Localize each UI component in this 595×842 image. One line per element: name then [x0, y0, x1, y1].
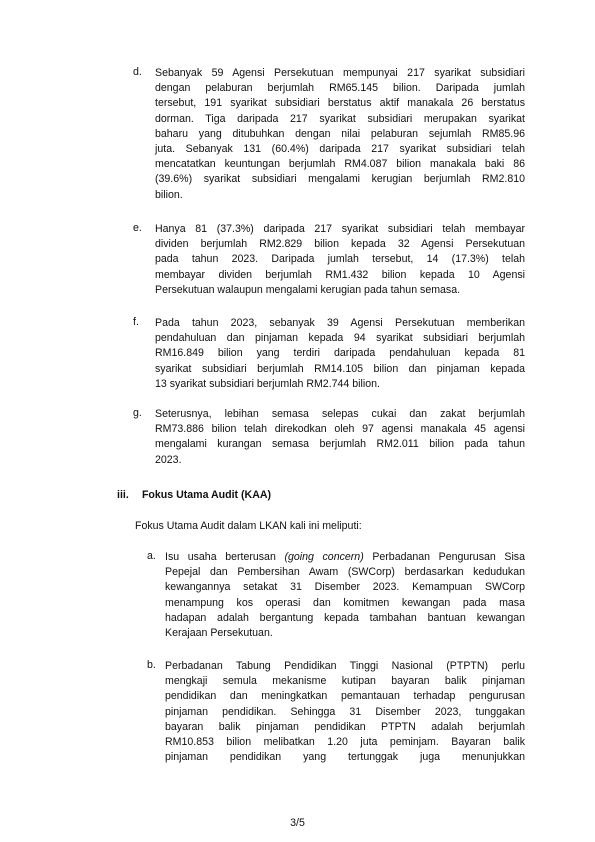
paragraph-line: Pepejal dan Pembersihan Awam (SWCorp) berdasarkan kedudukan — [165, 566, 525, 579]
paragraph-line: Pada tahun 2023, sebanyak 39 Agensi Persekutuan memberikan — [155, 317, 525, 329]
list-marker: a. — [147, 550, 156, 562]
paragraph-line: menampung kos operasi dan komitmen kewangan pada masa — [165, 596, 525, 609]
paragraph-line: RM16.849 bilion yang terdiri daripada pendahuluan kepada 81 — [155, 347, 525, 360]
list-marker: e. — [133, 222, 142, 234]
list-item-e — [133, 222, 525, 298]
paragraph-body — [165, 659, 525, 765]
paragraph-line: (39.6%) syarikat subsidiari mengalami kerugian berjumlah RM2.810 — [155, 173, 525, 186]
paragraph-line: pinjaman pendidikan. Sehingga 31 Disember 2023, tunggakan — [165, 705, 525, 718]
paragraph-line: dengan pelaburan berjumlah RM65.145 bilion. Daripada jumlah — [155, 82, 525, 95]
paragraph-body — [155, 407, 525, 468]
paragraph-line: RM10.853 bilion melibatkan 1.20 juta peminjam. Bayaran balik — [165, 736, 525, 749]
section-title: Fokus Utama Audit (KAA) — [141, 489, 272, 501]
list-marker: b. — [147, 659, 156, 671]
paragraph-line: hadapan adalah bergantung kepada tambahan bantuan kewangan — [165, 611, 525, 624]
list-item-f — [133, 316, 525, 392]
paragraph-line-text: Isu usaha berterusan (going concern) Perbadanan Pengurusan Sisa — [165, 551, 525, 563]
paragraph-line: baharu yang ditubuhkan dengan nilai pelaburan sejumlah RM85.96 — [155, 127, 525, 140]
paragraph-line: pendidikan dan meningkatkan pemantauan terhadap pengurusan — [165, 690, 525, 703]
paragraph-line: Hanya 81 (37.3%) daripada 217 syarikat subsidiari telah membayar — [155, 223, 525, 235]
page-number: 3/5 — [290, 817, 305, 829]
paragraph-line: syarikat subsidiari berjumlah RM14.105 bilion dan pinjaman kepada — [155, 362, 525, 375]
paragraph-line: kewangannya setakat 31 Disember 2023. Kemampuan SWCorp — [165, 581, 525, 594]
section-heading — [117, 489, 271, 501]
paragraph-line: RM73.886 bilion telah direkodkan oleh 97 agensi manakala 45 agensi — [155, 423, 525, 436]
paragraph-line: pendahuluan dan pinjaman kepada 94 syarikat subsidiari berjumlah — [155, 332, 525, 345]
paragraph-line: mengalami kurangan semasa berjumlah RM2.011 bilion pada tahun — [155, 438, 525, 451]
paragraph-line — [165, 550, 525, 565]
list-item-a — [147, 550, 525, 641]
paragraph-line: tersebut, 191 syarikat subsidiari berstatus aktif manakala 26 berstatus — [155, 97, 525, 110]
paragraph-line: 2023. — [155, 453, 182, 466]
paragraph-line: pada tahun 2023. Daripada jumlah tersebut, 14 (17.3%) telah — [155, 253, 525, 266]
paragraph-body — [155, 66, 525, 203]
section-number: iii. — [117, 489, 129, 501]
paragraph-line: Sebanyak 59 Agensi Persekutuan mempunyai 217 syarikat subsidiari — [155, 67, 525, 79]
list-marker: d. — [133, 66, 142, 78]
paragraph-line: dividen berjumlah RM2.829 bilion kepada 32 Agensi Persekutuan — [155, 238, 525, 251]
paragraph-line: bayaran balik pinjaman pendidikan PTPTN adalah berjumlah — [165, 720, 525, 733]
list-item-d — [133, 66, 525, 203]
paragraph-body — [165, 550, 525, 641]
paragraph-body — [155, 316, 525, 392]
list-marker: f. — [133, 316, 139, 328]
paragraph-line: mencatatkan keuntungan berjumlah RM4.087 bilion manakala baki 86 — [155, 158, 525, 171]
paragraph-line: juta. Sebanyak 131 (60.4%) daripada 217 syarikat subsidiari telah — [155, 143, 525, 156]
list-item-b — [147, 659, 525, 765]
paragraph-line: membayar dividen berjumlah RM1.432 bilion kepada 10 Agensi — [155, 268, 525, 281]
paragraph-line: Kerajaan Persekutuan. — [165, 627, 273, 640]
paragraph-body — [155, 222, 525, 298]
paragraph-line: Persekutuan walaupun mengalami kerugian pada tahun semasa. — [155, 283, 461, 296]
paragraph-line: Perbadanan Tabung Pendidikan Tinggi Nasional (PTPTN) perlu — [165, 660, 525, 672]
paragraph-line: pinjaman pendidikan yang tertunggak juga menunjukkan — [165, 751, 525, 764]
paragraph-line: bilion. — [155, 188, 183, 201]
paragraph-line: Seterusnya, lebihan semasa selepas cukai dan zakat berjumlah — [155, 408, 525, 420]
list-marker: g. — [133, 407, 142, 419]
paragraph-line: dorman. Tiga daripada 217 syarikat subsidiari merupakan syarikat — [155, 112, 525, 125]
paragraph-line: 13 syarikat subsidiari berjumlah RM2.744 bilion. — [155, 377, 380, 390]
section-intro: Fokus Utama Audit dalam LKAN kali ini meliputi: — [135, 520, 362, 532]
paragraph-line: mengkaji semula mekanisme kutipan bayaran balik pinjaman — [165, 675, 525, 688]
list-item-g — [133, 407, 525, 468]
